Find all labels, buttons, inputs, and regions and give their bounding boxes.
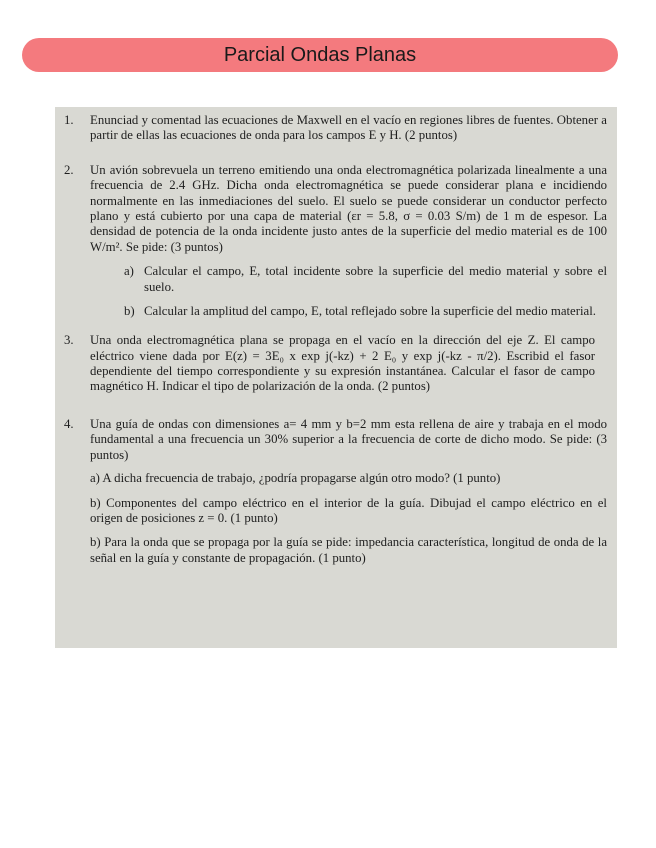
- question-number: 4.: [64, 416, 74, 431]
- question-number: 3.: [64, 333, 74, 348]
- question-4b-propagation: b) Para la onda que se propaga por la guía se pide: impedancia característica, longitud de onda de la señal en la guía y constante de propagación. (1 punto): [90, 535, 607, 565]
- question-4a: a) A dicha frecuencia de trabajo, ¿podría propagarse algún otro modo? (1 punto): [90, 471, 501, 486]
- subquestion-label: b): [124, 304, 135, 319]
- page-title: Parcial Ondas Planas: [223, 43, 417, 66]
- question-1: [64, 113, 607, 144]
- subquestion-text: Calcular la amplitud del campo, E, total reflejado sobre la superficie del medio material.: [144, 304, 596, 319]
- question-number: 2.: [64, 162, 74, 177]
- question-4: [64, 417, 607, 463]
- question-4b-fields: b) Componentes del campo eléctrico en el interior de la guía. Dibujad el campo eléctrico en el origen de posiciones z = 0. (1 punto): [90, 495, 607, 525]
- subquestion-text: Calcular el campo, E, total incidente sobre la superficie del medio material y sobre el suelo.: [144, 264, 607, 295]
- question-2: [64, 163, 607, 255]
- question-text: Una onda electromagnética plana se propaga en el vacío en la dirección del eje Z. El campo eléctrico viene dada por E(z) = 3E₀ x exp j(-kz) + 2 E₀ y exp j(-kz - π/2). Escribid el fasor dependiente del tiempo correspondiente y su expresión instantánea. Calcular el fasor de campo magnético H. Indicar el tipo de polarización de la onda. (2 puntos): [90, 333, 595, 394]
- subquestion-label: a): [124, 264, 134, 279]
- question-text: Un avión sobrevuela un terreno emitiendo una onda electromagnética polarizada linealmente a una frecuencia de 2.4 GHz. Dicha onda electromagnética se puede considerar plana e incidiendo normalmente en las inmediaciones del suelo. El suelo se puede considerar un conductor perfecto plano y está cubierto por una capa de material (εr = 5.8, σ = 0.03 S/m) de 1 m de espesor. La densidad de potencia de la onda incidente justo antes de la superficie del medio material es de 100 W/m². Se pide: (3 puntos): [90, 162, 607, 254]
- question-3: [64, 333, 607, 395]
- question-2b: [124, 303, 607, 319]
- exam-sheet-photo: [55, 107, 617, 648]
- title-banner: [22, 38, 618, 72]
- question-2a: [124, 263, 607, 295]
- question-text: Enunciad y comentad las ecuaciones de Maxwell en el vacío en regiones libres de fuentes. Obtener a partir de ellas las ecuaciones de onda para los campos E y H. (2 puntos): [90, 113, 607, 143]
- question-text: Una guía de ondas con dimensiones a= 4 mm y b=2 mm esta rellena de aire y trabaja en el modo fundamental a una frecuencia un 30% superior a la frecuencia de corte de dicho modo. Se pide: (3 puntos): [90, 416, 607, 462]
- question-number: 1.: [64, 113, 74, 127]
